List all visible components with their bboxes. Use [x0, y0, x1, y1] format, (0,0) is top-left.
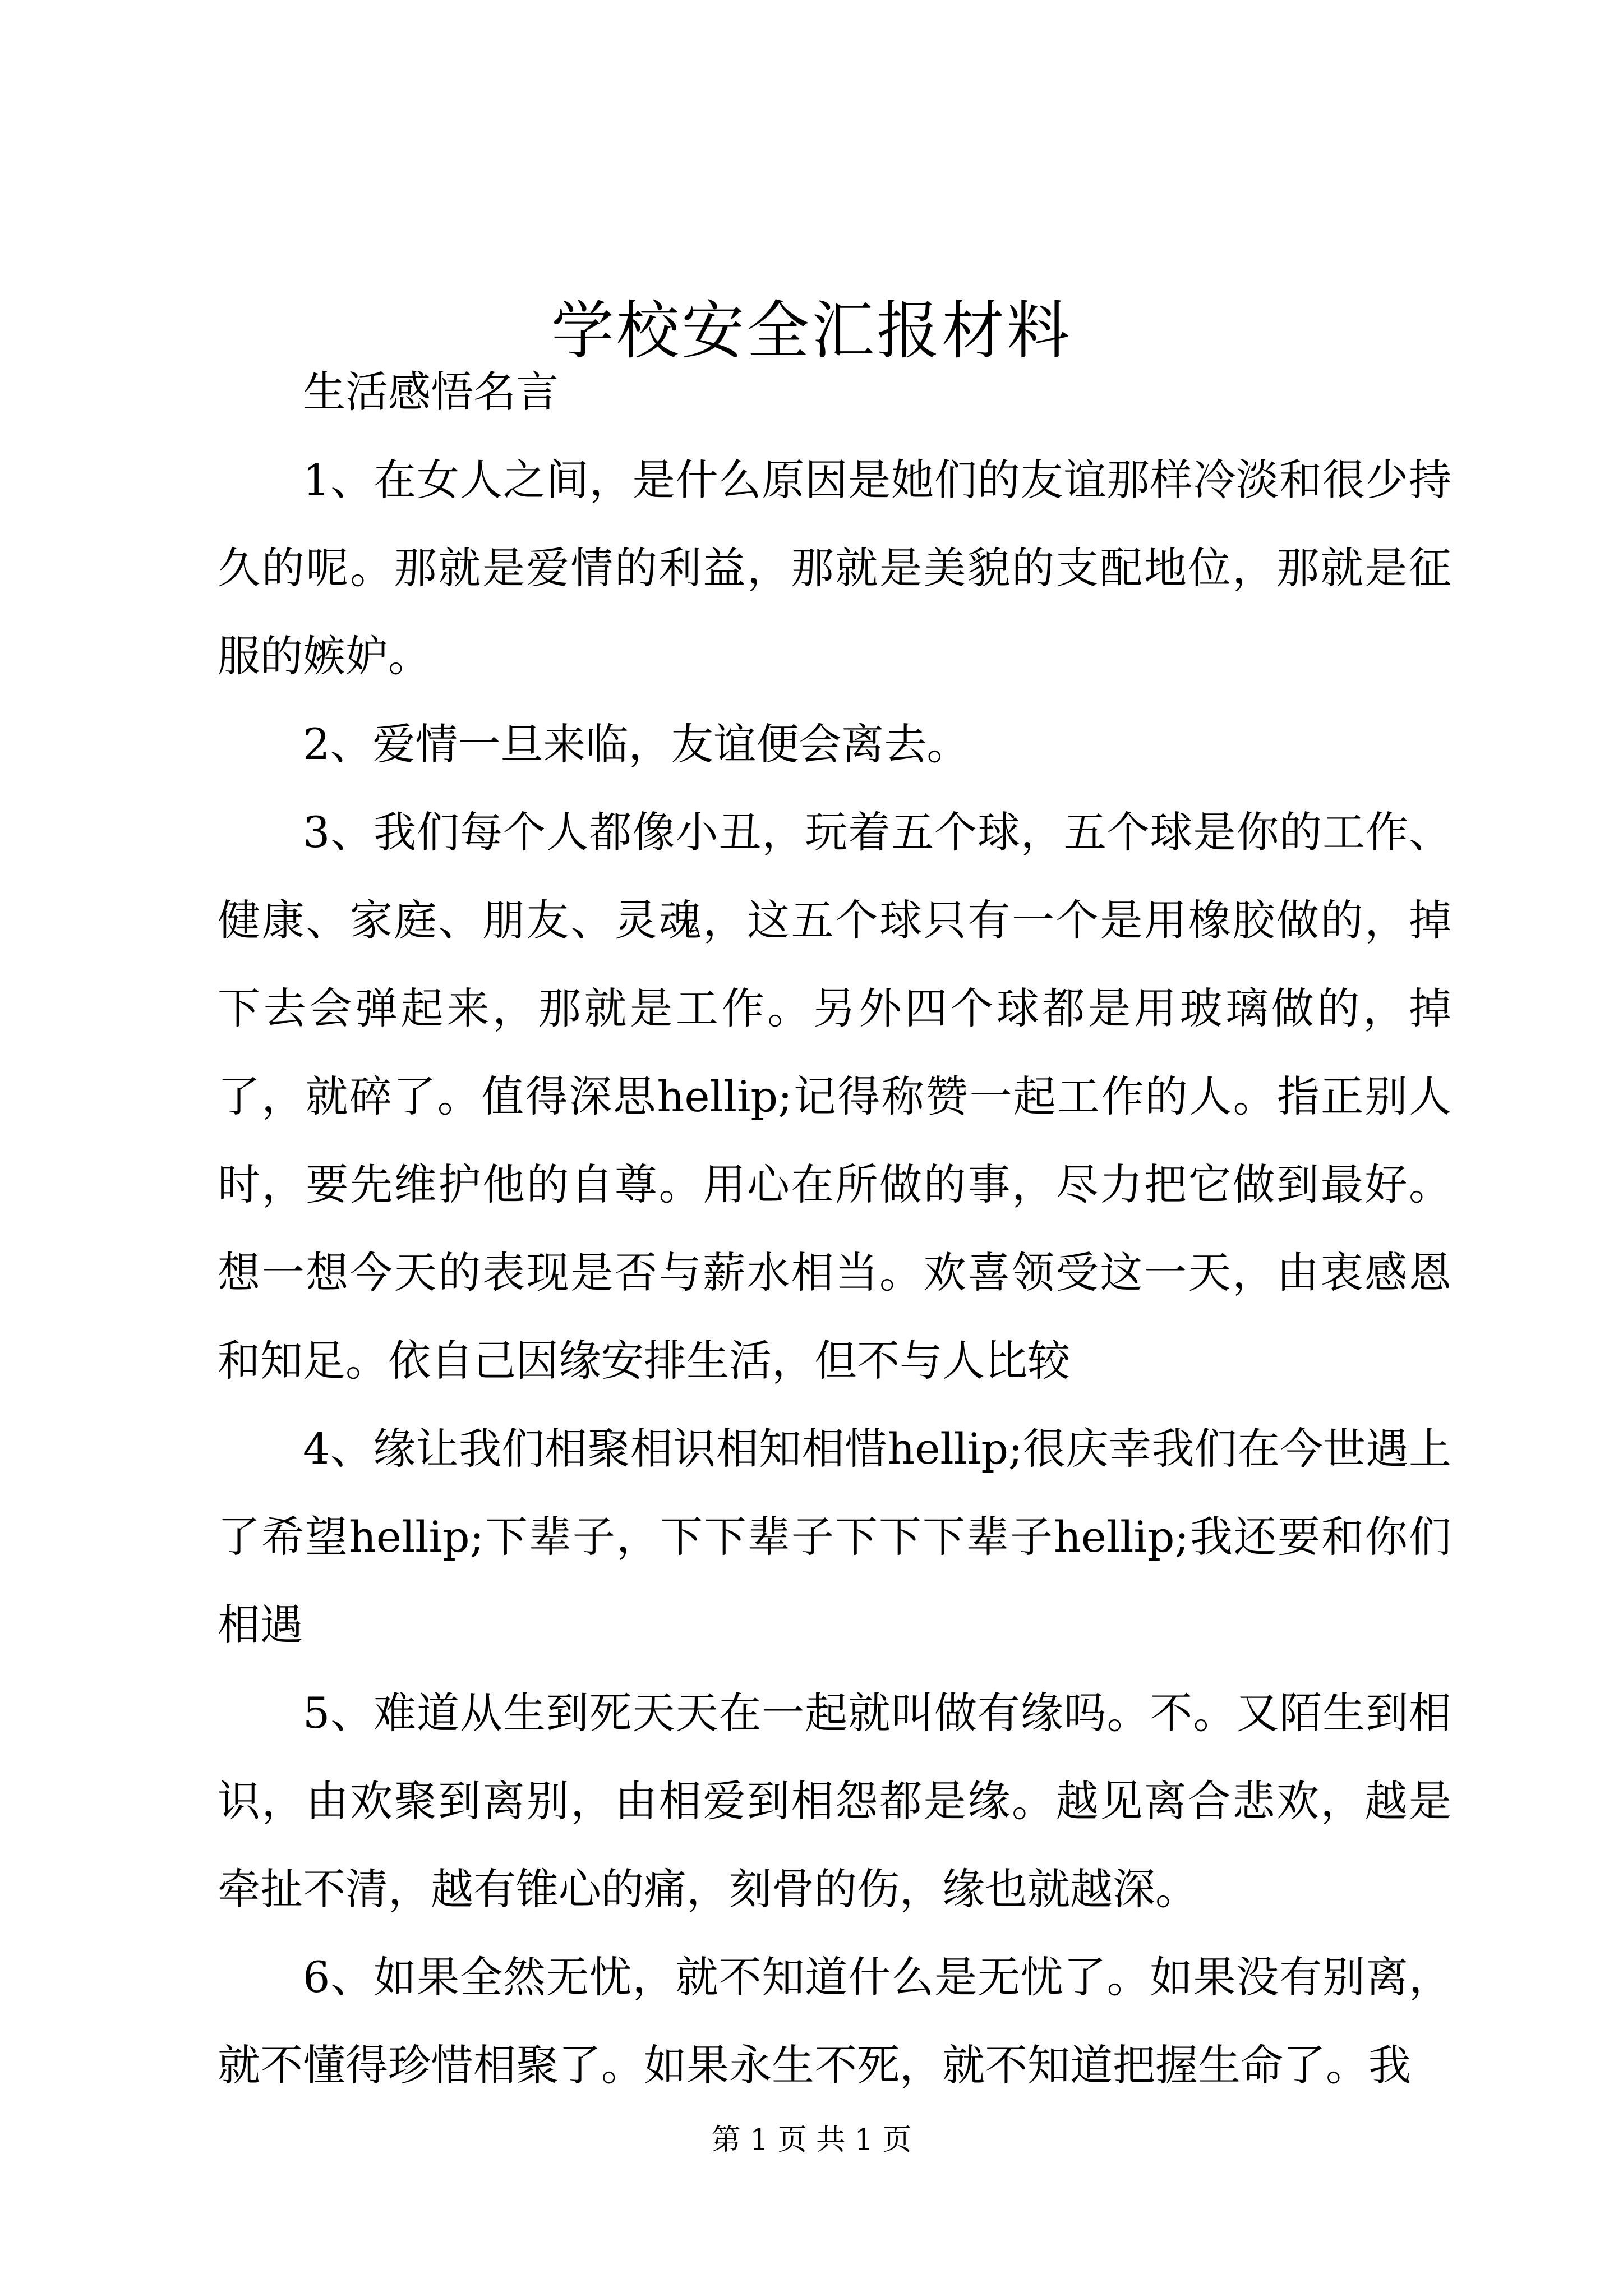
document-title: 学校安全汇报材料 [551, 295, 1072, 367]
page-number-footer: 第 1 页 共 1 页 [711, 2123, 912, 2157]
document-body [218, 348, 1451, 2109]
paragraph-3: 3、我们每个人都像小丑，玩着五个球，五个球是你的工作、健康、家庭、朋友、灵魂，这五个球只有一个是用橡胶做的，掉下去会弹起来，那就是工作。另外四个球都是用玻璃做的，掉了，就碎了。值得深思hellip;记得称赞一起工作的人。指正别人时，要先维护他的自尊。用心在所做的事，尽力把它做到最好。想一想今天的表现是否与薪水相当。欢喜领受这一天，由衷感恩和知足。依自己因缘安排生活，但不与人比较 [218, 807, 1451, 1386]
section-heading: 生活感悟名言 [303, 367, 559, 417]
paragraph-4: 4、缘让我们相聚相识相知相惜hellip;很庆幸我们在今世遇上了希望hellip;下辈子，下下辈子下下下辈子hellip;我还要和你们相遇 [218, 1424, 1451, 1650]
paragraph-1: 1、在女人之间，是什么原因是她们的友谊那样冷淡和很少持久的呢。那就是爱情的利益，那就是美貌的支配地位，那就是征服的嫉妒。 [218, 455, 1451, 681]
paragraph-6: 6、如果全然无忧，就不知道什么是无忧了。如果没有别离，就不懂得珍惜相聚了。如果永生不死，就不知道把握生命了。我 [218, 1952, 1451, 2090]
paragraph-2: 2、爱情一旦来临，友谊便会离去。 [303, 719, 970, 769]
paragraph-5: 5、难道从生到死天天在一起就叫做有缘吗。不。又陌生到相识，由欢聚到离别，由相爱到相怨都是缘。越见离合悲欢，越是牵扯不清，越有锥心的痛，刻骨的伤，缘也就越深。 [218, 1688, 1451, 1914]
